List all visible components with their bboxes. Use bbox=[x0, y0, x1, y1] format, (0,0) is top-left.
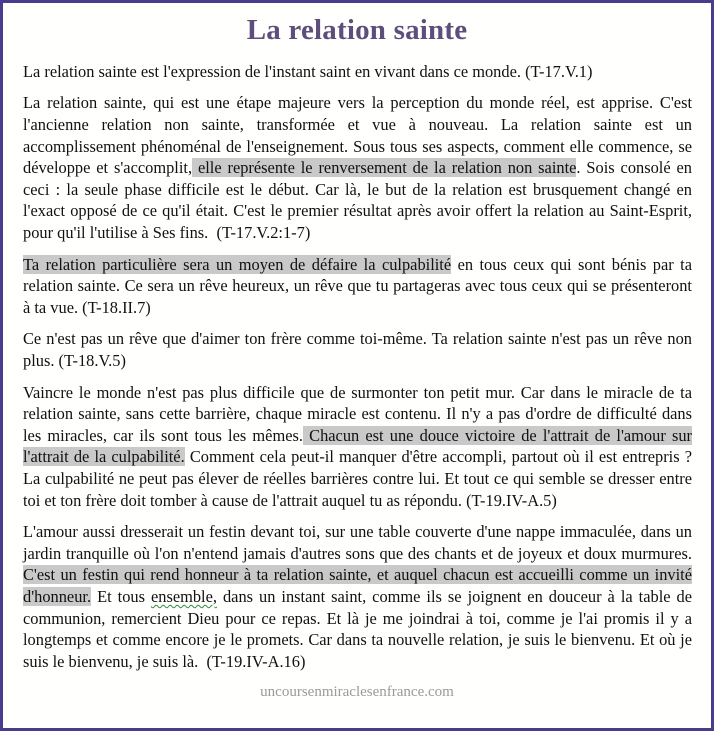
paragraph-5-text-part1: Vaincre le monde n'est pas plus difficile que de surmonter ton petit mur. Car dans le miracle de ta relation sainte, sans cette barrière, chaque miracle est contenu. Il n'y a pas d'ordre de difficulté dans les miracles, car ils sont tous les mêmes. bbox=[23, 382, 692, 445]
highlight-reversal-of-unholy-relationship: elle représente le renversement de la relation non sainte bbox=[192, 158, 577, 178]
paragraph-2 bbox=[20, 92, 694, 243]
paragraph-3 bbox=[20, 254, 694, 319]
footer-website: uncoursenmiraclesenfrance.com bbox=[260, 684, 454, 701]
highlight-gentle-victory-of-love: Chacun est une douce victoire de l'attrait de l'amour sur l'attrait de la culpabilité. bbox=[23, 425, 692, 467]
page-title: La relation sainte bbox=[246, 14, 468, 46]
paragraph-1 bbox=[20, 61, 694, 83]
paragraph-4-text: Ce n'est pas un rêve que d'aimer ton frère comme toi-même. Ta relation sainte n'est pas un rêve non plus. bbox=[23, 329, 692, 371]
spellcheck-flagged-word: ensemble, bbox=[150, 586, 217, 606]
paragraph-3-text-part1: en tous ceux qui sont bénis par ta relation sainte. Ce sera un rêve heureux, un rêve que tu partageras avec tous ceux qui se présenteront à ta vue. bbox=[23, 254, 693, 317]
paragraph-6-text-part2a: Et tous bbox=[91, 586, 151, 606]
paragraph-2-text-part1: La relation sainte, qui est une étape majeure vers la perception du monde réel, est apprise. C'est l'ancienne relation non sainte, transformée et vue à nouveau. La relation sainte est un accomplissement phénoménal de l'enseignement. Sous tous ses aspects, comment elle commence, se développe et s'accomplit, bbox=[23, 93, 692, 178]
paragraph-4 bbox=[20, 328, 694, 371]
citation-4: (T-18.V.5) bbox=[58, 351, 126, 371]
citation-1: (T-17.V.1) bbox=[525, 61, 593, 81]
paragraph-2-text-part2: . Sois consolé en ceci : la seule phase difficile est le début. Car là, le but de la relation est brusquement changé en l'exact opposé de ce qu'il était. C'est le premier résultat après avoir offert la relation au Saint-Esprit, pour qu'il l'utilise à Ses fins. bbox=[23, 158, 692, 243]
paragraph-6-text-part2b: dans un instant saint, comme ils se joignent en douceur à la table de communion, remercient Dieu pour ce repas. Et là je me joindrai à toi, comme je l'ai promis il y a longtemps et comme encore je le promets. Car dans ta nouvelle relation, je suis le bienvenu. Et où je suis le bienvenu, je suis là. bbox=[23, 586, 692, 671]
paragraph-5 bbox=[20, 382, 694, 512]
highlight-undo-guilt: Ta relation particulière sera un moyen de défaire la culpabilité bbox=[23, 254, 452, 274]
document-body bbox=[3, 3, 711, 728]
paragraph-6-text-part1: L'amour aussi dresserait un festin devant toi, sur une table couverte d'une nappe immaculée, dans un jardin tranquille où l'on n'entend jamais d'autres sons que des chants et de joyeux et doux murmures. bbox=[23, 522, 692, 563]
citation-3: (T-18.II.7) bbox=[82, 297, 151, 317]
paragraph-6 bbox=[20, 521, 694, 672]
citation-5: (T-19.IV-A.5) bbox=[466, 490, 557, 510]
citation-2: (T-17.V.2:1-7) bbox=[216, 223, 311, 243]
paragraph-5-text-part2: Comment cela peut-il manquer d'être accompli, partout où il est entrepris ? La culpabilité ne peut pas élever de réelles barrières contre lui. Et tout ce qui semble se dresser entre toi et ton frère doit tomber à cause de l'attrait auquel tu as répondu. bbox=[23, 447, 692, 510]
highlight-feast-honoring-holy-relationship: C'est un festin qui rend honneur à ta relation sainte, et auquel chacun est accueilli comme un invité d'honneur. bbox=[23, 565, 692, 606]
paragraph-1-text: La relation sainte est l'expression de l'instant saint en vivant dans ce monde. bbox=[23, 61, 521, 81]
citation-6: (T-19.IV-A.16) bbox=[206, 651, 306, 671]
